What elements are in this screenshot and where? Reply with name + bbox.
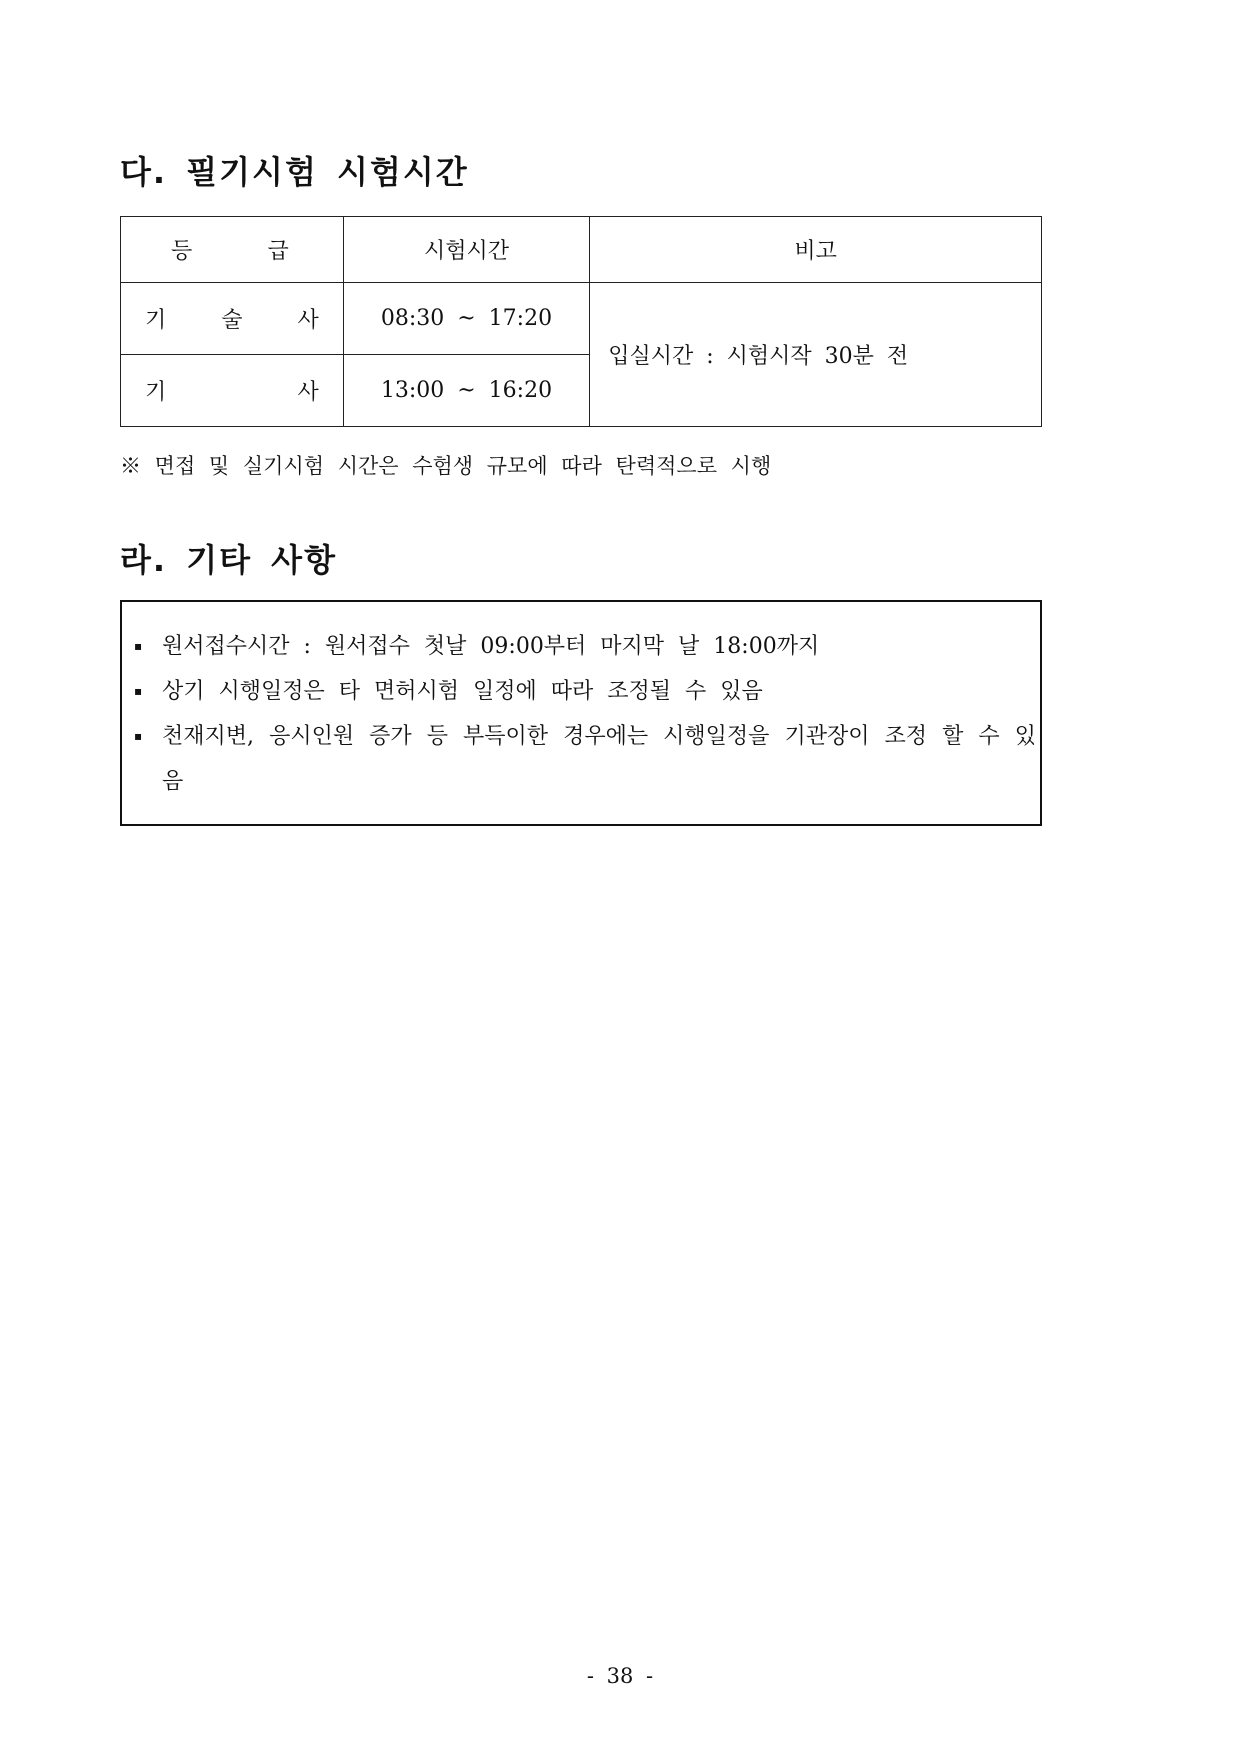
cell-exam-time: 13:00 ~ 16:20 xyxy=(343,355,589,427)
table-header-row xyxy=(121,217,1042,283)
other-matters-box xyxy=(120,600,1042,826)
grade-char: 사 xyxy=(297,380,319,405)
page-number: - 38 - xyxy=(586,1664,654,1688)
grade-char: 기 xyxy=(145,380,167,405)
exam-time-table xyxy=(120,216,1042,427)
list-item xyxy=(134,669,1036,714)
section-heading-other-matters: 라. 기타 사항 xyxy=(120,541,337,579)
grade-char: 기 xyxy=(145,308,167,333)
square-bullet-icon: ▪ xyxy=(134,729,143,743)
header-grade-char: 급 xyxy=(267,239,289,264)
grade-char: 사 xyxy=(297,308,319,333)
cell-grade xyxy=(121,283,344,355)
cell-exam-time: 08:30 ~ 17:20 xyxy=(343,283,589,355)
square-bullet-icon: ▪ xyxy=(134,639,143,653)
header-note: 비고 xyxy=(590,217,1042,283)
grade-char: 술 xyxy=(221,308,243,333)
cell-note: 입실시간 : 시험시작 30분 전 xyxy=(590,283,1042,427)
header-exam-time: 시험시간 xyxy=(343,217,589,283)
square-bullet-icon: ▪ xyxy=(134,684,143,698)
header-grade-char: 등 xyxy=(171,239,193,264)
list-item-text: 천재지변, 응시인원 증가 등 부득이한 경우에는 시행일정을 기관장이 조정 할 수 있음 xyxy=(162,724,1036,794)
table-footnote: ※ 면접 및 실기시험 시간은 수험생 규모에 따라 탄력적으로 시행 xyxy=(120,454,772,478)
other-matters-list xyxy=(122,602,1040,804)
list-item-text: 원서접수시간 : 원서접수 첫날 09:00부터 마지막 날 18:00까지 xyxy=(162,634,820,659)
table-row xyxy=(121,283,1042,355)
cell-grade xyxy=(121,355,344,427)
list-item xyxy=(134,714,1036,804)
list-item xyxy=(134,624,1036,669)
section-heading-exam-time: 다. 필기시험 시험시간 xyxy=(120,153,469,191)
header-grade xyxy=(121,217,344,283)
list-item-text: 상기 시행일정은 타 면허시험 일정에 따라 조정될 수 있음 xyxy=(162,679,763,704)
